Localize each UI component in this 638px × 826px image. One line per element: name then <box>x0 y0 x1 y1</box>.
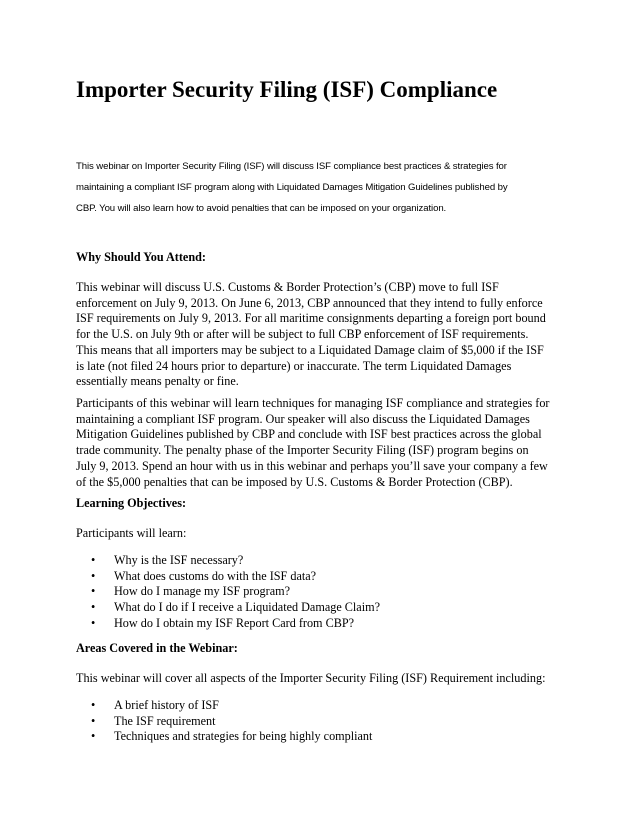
bullet-icon: • <box>91 698 96 712</box>
areas-covered-list <box>76 698 372 745</box>
paragraph-line: essentially means penalty or fine. <box>76 374 239 389</box>
paragraph-line: Mitigation Guidelines published by CBP and conclude with ISF best practices across the global <box>76 427 542 442</box>
bullet-icon: • <box>91 729 96 744</box>
paragraph-line: enforcement on July 9, 2013. On June 6, 2013, CBP announced that they intend to fully enforce <box>76 295 543 310</box>
bullet-icon: • <box>91 553 96 567</box>
list-item: • How do I obtain my ISF Report Card from CBP? <box>91 615 355 630</box>
paragraph-line: ISF requirements on July 9, 2013. For all maritime consignments departing a foreign port bound <box>76 311 546 326</box>
intro-line: CBP. You will also learn how to avoid penalties that can be imposed on your organization. <box>76 203 447 214</box>
paragraph-line: is late (not filed 24 hours prior to departure) or inaccurate. The term Liquidated Damages <box>76 358 512 373</box>
list-item: • What do I do if I receive a Liquidated Damage Claim? <box>91 600 380 615</box>
paragraph-line: July 9, 2013. Spend an hour with us in this webinar and perhaps you’ll save your company a few <box>76 458 548 473</box>
why-attend-paragraph-2 <box>76 396 576 490</box>
learning-objectives-heading: Learning Objectives: <box>76 496 187 510</box>
paragraph-line: maintaining a compliant ISF program. Our speaker will also discuss the Liquidated Damages <box>76 411 530 426</box>
bullet-icon: • <box>91 568 96 583</box>
bullet-icon: • <box>91 713 96 728</box>
paragraph-line: Participants of this webinar will learn techniques for managing ISF compliance and strategies for <box>76 396 550 410</box>
areas-covered-heading: Areas Covered in the Webinar: <box>76 641 238 655</box>
paragraph-line: of the $5,000 penalties that can be imposed by U.S. Customs & Border Protection (CBP). <box>76 474 513 489</box>
why-attend-heading: Why Should You Attend: <box>76 250 206 264</box>
list-item: • A brief history of ISF <box>91 698 219 712</box>
paragraph-line: for the U.S. on July 9th or after will be subject to full CBP enforcement of ISF requirements. <box>76 327 529 342</box>
list-item: • What does customs do with the ISF data? <box>91 568 317 583</box>
bullet-icon: • <box>91 600 96 615</box>
intro-line: maintaining a compliant ISF program along with Liquidated Damages Mitigation Guidelines published by <box>76 182 508 193</box>
list-item: • Techniques and strategies for being highly compliant <box>91 729 373 744</box>
learning-objectives-list <box>76 553 380 632</box>
list-item: • The ISF requirement <box>91 713 216 728</box>
areas-covered-lead: This webinar will cover all aspects of the Importer Security Filing (ISF) Requirement including: <box>76 671 546 685</box>
learning-objectives-lead: Participants will learn: <box>76 526 187 540</box>
paragraph-line: trade community. The penalty phase of the Importer Security Filing (ISF) program begins on <box>76 443 529 458</box>
intro-paragraph <box>76 156 576 219</box>
paragraph-line: This webinar will discuss U.S. Customs & Border Protection’s (CBP) move to full ISF <box>76 280 499 294</box>
page-title: Importer Security Filing (ISF) Compliance <box>76 77 498 102</box>
list-item: • Why is the ISF necessary? <box>91 553 244 567</box>
why-attend-paragraph-1 <box>76 280 576 390</box>
bullet-icon: • <box>91 615 96 630</box>
paragraph-line: This means that all importers may be subject to a Liquidated Damage claim of $5,000 if the ISF <box>76 342 544 357</box>
list-item: • How do I manage my ISF program? <box>91 584 291 599</box>
bullet-icon: • <box>91 584 96 599</box>
intro-line: This webinar on Importer Security Filing (ISF) will discuss ISF compliance best practices & strategies for <box>76 161 507 172</box>
